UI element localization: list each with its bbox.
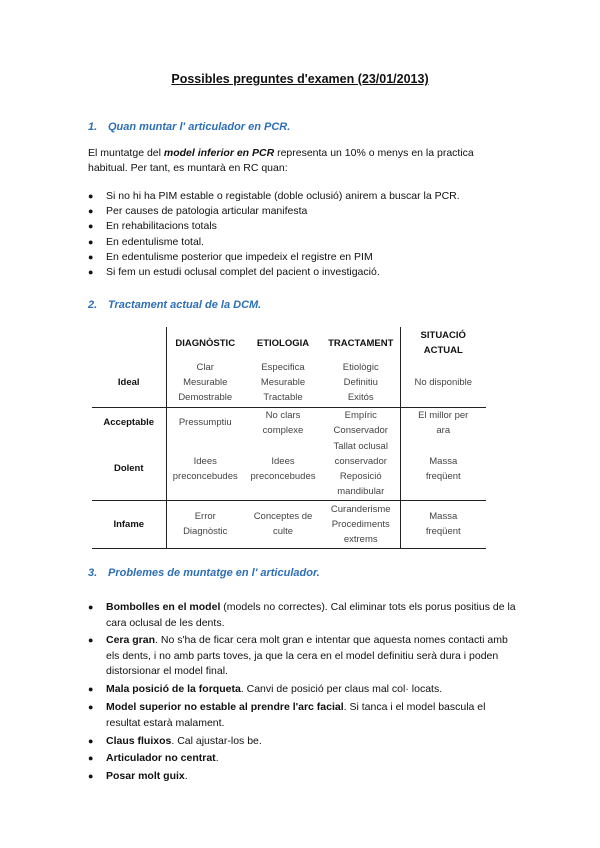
- para-bold: model inferior en PCR: [163, 147, 275, 159]
- table-header-cell: TRACTAMENT: [322, 327, 400, 359]
- item-text: .: [215, 752, 219, 765]
- cell-line: El millor per: [418, 409, 469, 421]
- section-1-title: Quan muntar l' articulador en PCR.: [108, 121, 291, 133]
- cell-line: Tallat oclusal: [333, 440, 388, 452]
- item-bold: Cera gran: [106, 634, 156, 647]
- table-cell: [244, 359, 322, 407]
- para-pre: El muntatge del: [88, 147, 164, 159]
- cell-line: complexe: [262, 424, 304, 436]
- table-header-cell: SITUACIÓ ACTUAL: [420, 330, 466, 356]
- list-item: ● Per causes de patologia articular manifesta: [88, 204, 518, 219]
- cell-line: Tractable: [263, 392, 303, 404]
- item-text: . Canvi de posició per claus mal col· locats.: [240, 683, 443, 696]
- cell-line: No disponible: [414, 377, 473, 389]
- list-item: [88, 600, 518, 631]
- cell-line: Clar: [196, 362, 214, 374]
- list-item: ● Si fem un estudi oclusal complet del pacient o investigació.: [88, 265, 518, 280]
- item-bold: Model superior no estable al prendre l'arc facial: [106, 701, 344, 714]
- table-row: [92, 359, 486, 407]
- cell-line: Massa: [429, 511, 458, 522]
- cell-line: Etiològic: [342, 362, 379, 374]
- table-cell: [166, 407, 244, 438]
- table-header-cell: ETIOLOGIA: [256, 337, 310, 349]
- cell-line: Empíric: [344, 409, 377, 421]
- table-cell: [166, 438, 244, 500]
- section-3-list: [88, 600, 518, 787]
- section-2-number: 2.: [88, 299, 98, 311]
- cell-line: Especifica: [261, 362, 305, 374]
- section-1-number: 1.: [88, 121, 98, 133]
- table-header-cell: DIAGNÒSTIC: [175, 337, 236, 349]
- item-text: (models no correctes). Cal eliminar tots els porus positius de la cara oclusal de les dents.: [106, 601, 516, 629]
- list-item: ● En edentulisme total.: [88, 235, 518, 250]
- list-item: [88, 700, 518, 731]
- section-3-number: 3.: [88, 567, 98, 579]
- cell-line: Demostrable: [178, 392, 233, 404]
- cell-line: mandibular: [337, 485, 385, 497]
- list-item: ● En rehabilitacions totals: [88, 219, 518, 234]
- cell-line: culte: [272, 526, 294, 537]
- table-cell: [244, 438, 322, 500]
- table-cell: [244, 500, 322, 548]
- cell-line: Definitiu: [343, 377, 378, 389]
- row-label: Infame: [92, 500, 166, 548]
- row-label: Ideal: [92, 359, 166, 407]
- item-text: . Si tanca i el model bascula el resultat estarà malament.: [106, 701, 486, 729]
- section-3-title: Problemes de muntatge en l' articulador.: [108, 567, 320, 579]
- cell-line: freqüent: [425, 526, 461, 537]
- cell-line: Error: [194, 511, 216, 522]
- list-item: [88, 633, 518, 680]
- table-row: [92, 438, 486, 500]
- cell-line: Massa: [429, 455, 458, 467]
- table-cell: [322, 438, 400, 500]
- list-item: [88, 682, 518, 698]
- item-bold: Bombolles en el model: [106, 601, 221, 613]
- cell-line: Mesurable: [260, 377, 306, 389]
- section-2-title: Tractament actual de la DCM.: [108, 299, 262, 311]
- table-cell: [166, 359, 244, 407]
- cell-line: preconcebudes: [172, 470, 238, 482]
- section-1-heading: [88, 121, 290, 133]
- section-3-heading: [88, 567, 320, 579]
- cell-line: Exitós: [347, 392, 374, 404]
- item-bold: Posar molt guix: [106, 770, 185, 783]
- table-cell: [400, 359, 486, 407]
- table-cell: [244, 407, 322, 438]
- list-item: ● Si no hi ha PIM estable o registable (doble oclusió) anirem a buscar la PCR.: [88, 189, 518, 204]
- list-item: [88, 769, 518, 785]
- cell-line: extrems: [343, 533, 378, 545]
- item-text: . Cal ajustar-los be.: [171, 734, 262, 747]
- section-1-paragraph: [88, 146, 498, 176]
- section-1-list: [88, 189, 518, 280]
- item-text: . No s'ha de ficar cera molt gran e intentar que aquesta nomes contacti amb els dents, i no amb parts toves, ja que la cera en el model definitiu serà dura i poden distorsionar el model final.: [106, 634, 508, 678]
- table-cell: [400, 500, 486, 548]
- item-bold: Articulador no centrat: [106, 752, 216, 765]
- para-post: representa un 10% o menys en la practica habitual. Per tant, es muntarà en RC quan:: [88, 147, 474, 174]
- item-text: .: [184, 770, 188, 783]
- section-2-heading: [88, 299, 261, 311]
- cell-line: Pressumptiu: [178, 417, 232, 429]
- item-bold: Claus fluixos: [106, 734, 172, 747]
- row-label: Acceptable: [92, 407, 166, 438]
- cell-line: Idees: [271, 455, 295, 467]
- cell-line: Diagnòstic: [183, 526, 228, 537]
- cell-line: ara: [436, 424, 451, 436]
- table-cell: [322, 500, 400, 548]
- row-label: Dolent: [92, 438, 166, 500]
- table-row: [92, 407, 486, 438]
- table-cell: [166, 500, 244, 548]
- cell-line: No clars: [265, 409, 301, 421]
- table-cell: [400, 407, 486, 438]
- table-header-cell: [92, 327, 166, 359]
- cell-line: Conservador: [333, 424, 388, 436]
- cell-line: Conceptes de: [253, 511, 313, 522]
- item-bold: Mala posició de la forqueta: [106, 683, 241, 696]
- list-item: [88, 734, 518, 750]
- cell-line: Idees: [193, 455, 217, 467]
- cell-line: conservador: [334, 455, 387, 467]
- table-cell: [322, 359, 400, 407]
- dcm-table: [92, 327, 486, 549]
- cell-line: Curanderisme: [330, 503, 391, 515]
- table-header-row: [92, 327, 486, 359]
- cell-line: freqüent: [425, 470, 461, 482]
- list-item: [88, 751, 518, 767]
- cell-line: preconcebudes: [250, 470, 316, 482]
- cell-line: Procediments: [331, 518, 390, 530]
- table-cell: [322, 407, 400, 438]
- table-cell: [400, 438, 486, 500]
- cell-line: Mesurable: [183, 377, 228, 389]
- page-title: Possibles preguntes d'examen (23/01/2013): [171, 72, 429, 86]
- cell-line: Reposició: [339, 470, 382, 482]
- list-item: ● En edentulisme posterior que impedeix el registre en PIM: [88, 250, 518, 265]
- table-row: [92, 500, 486, 548]
